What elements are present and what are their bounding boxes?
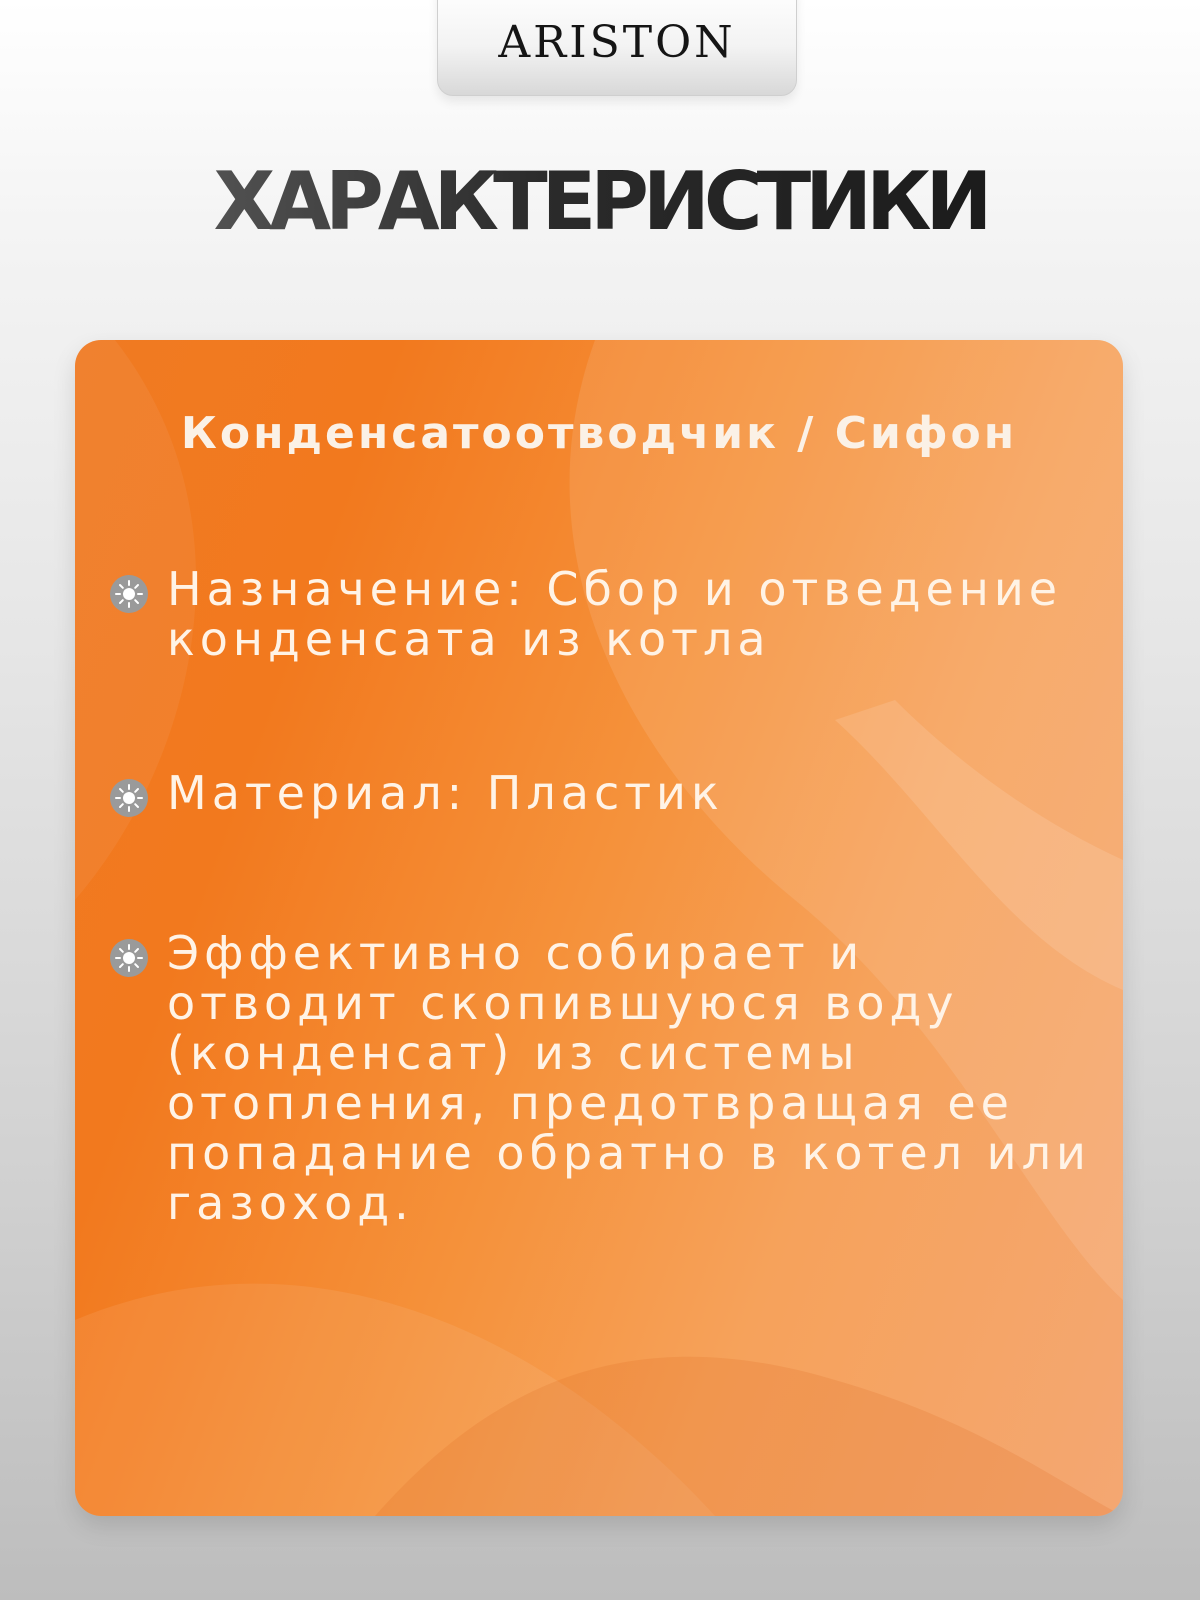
brand-logo: ARISTON — [498, 17, 736, 68]
feature-item-material — [109, 768, 1099, 818]
feature-text: Назначение: Сбор и отведение конденсата из котла — [167, 562, 1063, 666]
feature-text: Эффективно собирает и отводит скопившуюся воду (конденсат) из системы отопления, предотвращая ее попадание обратно в котел или газоход. — [167, 926, 1091, 1230]
page-title: ХАРАКТЕРИСТИКИ — [0, 158, 1200, 246]
feature-item-purpose — [109, 564, 1099, 664]
sun-icon — [109, 938, 149, 978]
feature-text: Материал: Пластик — [167, 766, 724, 820]
sun-icon — [109, 574, 149, 614]
sun-icon — [109, 778, 149, 818]
card-heading: Конденсатоотводчик / Сифон — [180, 408, 1018, 459]
brand-tab — [437, 0, 797, 96]
feature-item-description — [109, 928, 1099, 1228]
characteristics-card — [75, 340, 1123, 1516]
